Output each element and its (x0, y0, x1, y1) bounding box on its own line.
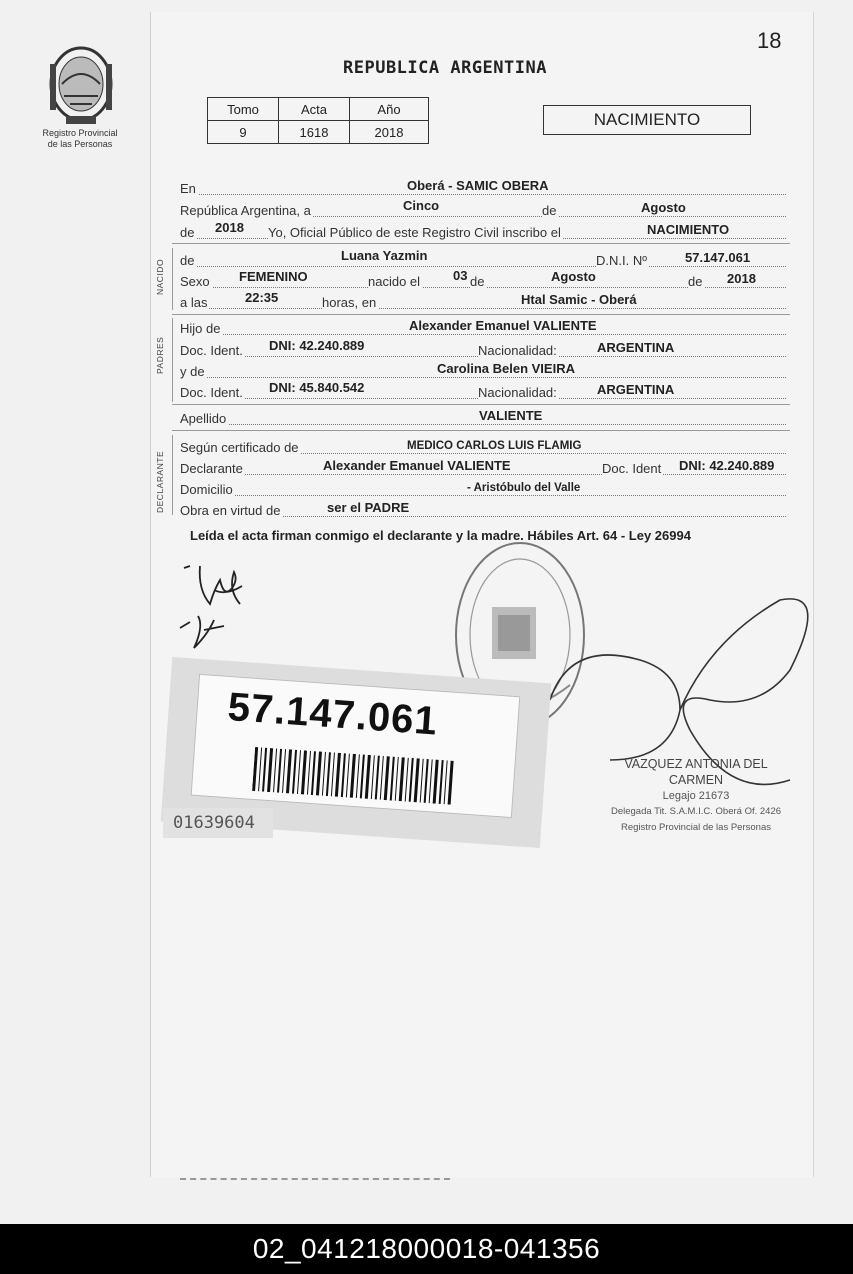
value-ano: 2018 (350, 121, 429, 144)
father-doc: DNI: 42.240.889 (269, 338, 365, 353)
closing-statement: Leída el acta firman conmigo el declarante y la madre. Hábiles Art. 64 - Ley 26994 (190, 528, 691, 543)
footer-code: 02_041218000018-041356 (0, 1224, 853, 1274)
sex-birth-row: Sexo FEMENINO nacido el 03 de Agosto de 2018 (180, 271, 786, 289)
mother-nationality: ARGENTINA (597, 382, 675, 397)
officer-title: Delegada Tit. S.A.M.I.C. Oberá Of. 2426 (610, 806, 782, 817)
declarant-row: Declarante Alexander Emanuel VALIENTE Doc. Ident DNI: 42.240.889 (180, 458, 786, 476)
bottom-rule (180, 1178, 450, 1180)
birth-year: 2018 (727, 271, 756, 286)
certificate-row: Según certificado de MEDICO CARLOS LUIS FLAMIG (180, 437, 786, 455)
declarant-name: Alexander Emanuel VALIENTE (323, 458, 511, 473)
father-doc-row: Doc. Ident. DNI: 42.240.889 Nacionalidad: ARGENTINA (180, 340, 786, 358)
barcode-icon (252, 747, 455, 805)
section-label-declarante: DECLARANTE (155, 450, 165, 513)
declarant-doc: DNI: 42.240.889 (679, 458, 775, 473)
month-value: Agosto (641, 200, 686, 215)
header-tomo: Tomo (208, 98, 279, 121)
father-name: Alexander Emanuel VALIENTE (409, 318, 597, 333)
value-tomo: 9 (208, 121, 279, 144)
address-value: - Aristóbulo del Valle (467, 482, 581, 494)
value-acta: 1618 (279, 121, 350, 144)
father-row: Hijo de Alexander Emanuel VALIENTE (180, 318, 786, 336)
capacity-value: ser el PADRE (327, 500, 410, 515)
certificate-value: MEDICO CARLOS LUIS FLAMIG (407, 440, 582, 452)
place-row: En Oberá - SAMIC OBERA (180, 178, 786, 196)
mother-doc-row: Doc. Ident. DNI: 45.840.542 Nacionalidad: ARGENTINA (180, 382, 786, 400)
mother-name: Carolina Belen VIEIRA (437, 361, 575, 376)
officer-name: VAZQUEZ ANTONIA DEL CARMEN (624, 757, 768, 787)
serial-number: 01639604 (163, 808, 273, 838)
officer-block (596, 756, 796, 836)
date-row: República Argentina, a Cinco de Agosto (180, 200, 786, 218)
birth-time: 22:35 (245, 290, 279, 305)
document-title: REPUBLICA ARGENTINA (343, 58, 547, 78)
act-value: NACIMIENTO (647, 222, 730, 237)
child-dni: 57.147.061 (685, 250, 751, 265)
seal-caption: Registro Provincial de las Personas (42, 128, 118, 149)
address-row: Domicilio - Aristóbulo del Valle (180, 479, 786, 497)
dni-sticker-number: 57.147.061 (226, 685, 440, 744)
birth-month: Agosto (551, 269, 596, 284)
section-label-nacido: NACIDO (155, 258, 165, 295)
place-value: Oberá - SAMIC OBERA (407, 178, 549, 193)
father-nationality: ARGENTINA (597, 340, 675, 355)
header-ano: Año (350, 98, 429, 121)
child-name: Luana Yazmin (341, 248, 428, 263)
mother-doc: DNI: 45.840.542 (269, 380, 365, 395)
officer-registry: Registro Provincial de las Personas (621, 822, 771, 833)
mother-row: y de Carolina Belen VIEIRA (180, 361, 786, 379)
year-row: de 2018 Yo, Oficial Público de este Registro Civil inscribo el NACIMIENTO (180, 222, 786, 240)
page-number: 18 (757, 28, 782, 53)
surname-value: VALIENTE (479, 408, 543, 423)
birth-day: 03 (453, 268, 468, 283)
officer-legajo: Legajo 21673 (662, 790, 730, 802)
time-place-row: a las 22:35 horas, en Htal Samic - Oberá (180, 292, 786, 310)
provincial-seal-icon (42, 44, 120, 128)
declarant-signatures (170, 560, 270, 660)
year-value: 2018 (215, 220, 244, 235)
sex-value: FEMENINO (239, 269, 308, 284)
capacity-row: Obra en virtud de ser el PADRE (180, 500, 786, 518)
record-table (207, 97, 429, 144)
surname-row: Apellido VALIENTE (180, 408, 786, 426)
name-row: de Luana Yazmin D.N.I. Nº 57.147.061 (180, 250, 786, 268)
birth-place: Htal Samic - Oberá (521, 292, 637, 307)
section-label-padres: PADRES (155, 336, 165, 374)
day-value: Cinco (403, 198, 440, 213)
header-acta: Acta (279, 98, 350, 121)
record-type-box: NACIMIENTO (543, 105, 751, 135)
